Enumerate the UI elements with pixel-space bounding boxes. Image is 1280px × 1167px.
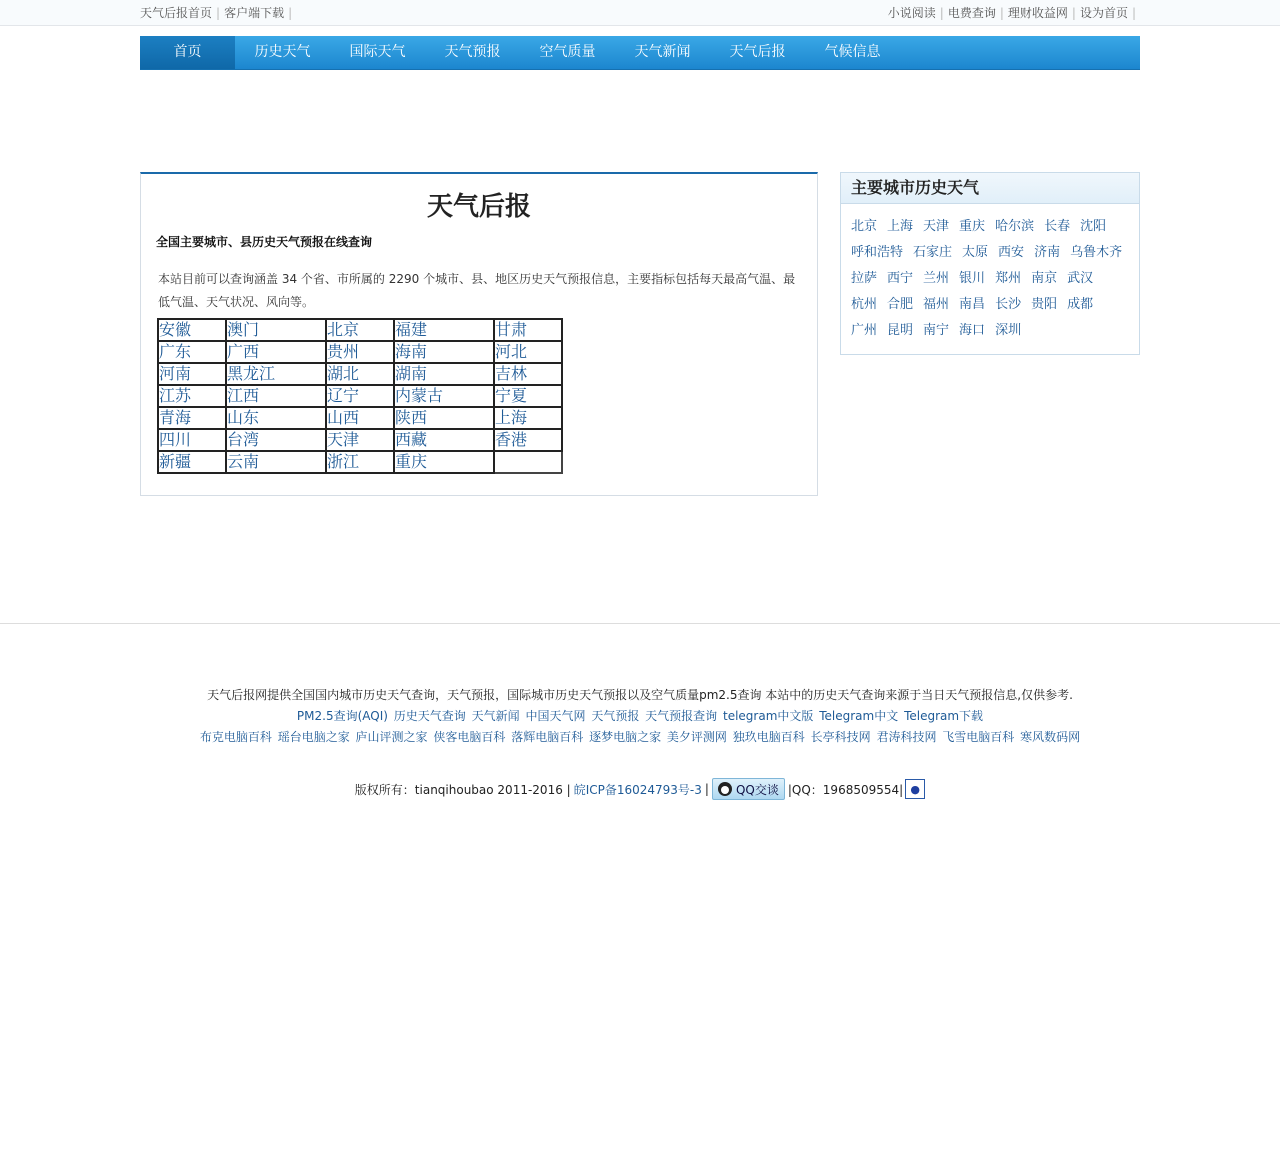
city-link[interactable]: 海口 xyxy=(959,323,986,338)
table-cell xyxy=(326,451,394,473)
top-right-links xyxy=(888,4,1140,21)
table-cell xyxy=(158,385,226,407)
city-link[interactable]: 长沙 xyxy=(995,297,1022,312)
province-link[interactable]: 湖南 xyxy=(395,364,428,383)
city-link[interactable]: 郑州 xyxy=(995,271,1022,286)
table-row xyxy=(158,341,562,363)
province-link[interactable]: 澳门 xyxy=(227,320,260,339)
province-link[interactable]: 重庆 xyxy=(395,452,428,471)
city-link[interactable]: 合肥 xyxy=(887,297,914,312)
top-link[interactable]: 电费查询 xyxy=(947,6,996,20)
city-link[interactable]: 南宁 xyxy=(923,323,950,338)
separator: | xyxy=(1131,5,1136,20)
table-cell xyxy=(158,429,226,451)
table-cell xyxy=(394,451,494,473)
nav-item[interactable]: 天气新闻 xyxy=(634,44,691,60)
province-link[interactable]: 上海 xyxy=(495,408,528,427)
separator: | xyxy=(999,5,1004,20)
province-link[interactable]: 海南 xyxy=(395,342,428,361)
city-link[interactable]: 广州 xyxy=(851,323,878,338)
footer-link[interactable]: Telegram下载 xyxy=(904,709,984,723)
top-link[interactable]: 设为首页 xyxy=(1079,6,1128,20)
main-nav xyxy=(140,36,1140,70)
province-link[interactable]: 西藏 xyxy=(395,430,428,449)
table-cell xyxy=(326,363,394,385)
table-cell xyxy=(326,319,394,341)
qq-penguin-icon xyxy=(718,782,732,796)
city-link[interactable]: 呼和浩特 xyxy=(851,245,904,260)
city-list xyxy=(841,204,1139,344)
table-cell xyxy=(494,341,562,363)
table-cell xyxy=(394,385,494,407)
table-cell xyxy=(226,363,326,385)
province-link[interactable]: 辽宁 xyxy=(327,386,360,405)
main-area xyxy=(140,172,1140,496)
table-cell xyxy=(226,451,326,473)
separator: | xyxy=(216,5,221,20)
top-link[interactable]: 天气后报首页 xyxy=(140,6,213,20)
city-link[interactable]: 石家庄 xyxy=(913,245,953,260)
city-link[interactable]: 福州 xyxy=(923,297,950,312)
city-link[interactable]: 西宁 xyxy=(887,271,914,286)
friend-link[interactable]: 君涛科技网 xyxy=(876,730,937,744)
friend-link[interactable]: 瑶台电脑之家 xyxy=(277,730,350,744)
province-link[interactable]: 江苏 xyxy=(159,386,192,405)
friend-link[interactable]: 独玖电脑百科 xyxy=(732,730,805,744)
province-link[interactable]: 河北 xyxy=(495,342,528,361)
table-row xyxy=(158,363,562,385)
table-row xyxy=(158,429,562,451)
qq-number: |QQ：1968509554| xyxy=(787,782,904,797)
friend-link[interactable]: 侠客电脑百科 xyxy=(433,730,506,744)
table-cell xyxy=(494,363,562,385)
footer-link[interactable]: PM2.5查询(AQI) xyxy=(296,709,388,723)
city-link[interactable]: 昆明 xyxy=(887,323,914,338)
city-link[interactable]: 杭州 xyxy=(851,297,878,312)
city-link[interactable]: 深圳 xyxy=(995,323,1022,338)
province-link[interactable]: 广东 xyxy=(159,342,192,361)
city-link[interactable]: 上海 xyxy=(887,219,914,234)
province-link[interactable]: 江西 xyxy=(227,386,260,405)
footer-link[interactable]: 天气预报查询 xyxy=(645,709,718,723)
friend-link[interactable]: 寒风数码网 xyxy=(1020,730,1081,744)
separator: | xyxy=(288,5,293,20)
province-table xyxy=(157,318,563,474)
province-link[interactable]: 香港 xyxy=(495,430,528,449)
city-link[interactable]: 武汉 xyxy=(1067,271,1094,286)
footer-link[interactable]: 天气新闻 xyxy=(471,709,520,723)
friend-link[interactable]: 庐山评测之家 xyxy=(355,730,428,744)
footer-links-friends xyxy=(0,727,1280,748)
friend-link[interactable]: 飞雪电脑百科 xyxy=(942,730,1015,744)
nav-item[interactable]: 气候信息 xyxy=(824,44,881,60)
top-link[interactable]: 理财收益网 xyxy=(1007,6,1068,20)
city-link[interactable]: 南京 xyxy=(1031,271,1058,286)
table-cell xyxy=(394,429,494,451)
table-cell xyxy=(158,407,226,429)
page-subtitle: 全国主要城市、县历史天气预报在线查询 xyxy=(156,235,373,249)
separator: | xyxy=(1071,5,1076,20)
city-link[interactable]: 太原 xyxy=(962,245,989,260)
table-cell xyxy=(394,363,494,385)
province-link[interactable]: 新疆 xyxy=(159,452,192,471)
footer-link[interactable]: Telegram中文 xyxy=(819,709,899,723)
footer-links-primary xyxy=(0,706,1280,727)
table-row xyxy=(158,407,562,429)
top-left-links xyxy=(140,4,296,21)
copyright-text: 版权所有：tianqihoubao 2011-2016 | xyxy=(354,782,571,797)
city-link[interactable]: 天津 xyxy=(923,219,950,234)
separator: | xyxy=(939,5,944,20)
table-cell xyxy=(394,319,494,341)
footer-intro: 天气后报网提供全国国内城市历史天气查询，天气预报，国际城市历史天气预报以及空气质量pm2.5查询 本站中的历史天气查询来源于当日天气预报信息,仅供参考. xyxy=(207,688,1073,702)
province-link[interactable]: 福建 xyxy=(395,320,428,339)
table-row xyxy=(158,385,562,407)
top-link[interactable]: 客户端下载 xyxy=(224,6,285,20)
province-link[interactable]: 山东 xyxy=(227,408,260,427)
table-cell xyxy=(158,363,226,385)
table-cell xyxy=(226,429,326,451)
province-link[interactable]: 吉林 xyxy=(495,364,528,383)
copyright-line: 版权所有：tianqihoubao 2011-2016 | 皖ICP备16024793号-3 | QQ交谈 |QQ：1968509554| ● xyxy=(0,778,1280,800)
province-link[interactable]: 山西 xyxy=(327,408,360,427)
province-link[interactable]: 青海 xyxy=(159,408,192,427)
footer-link[interactable]: 历史天气查询 xyxy=(393,709,466,723)
baidu-paw-icon[interactable]: ● xyxy=(905,779,925,799)
friend-link[interactable]: 落辉电脑百科 xyxy=(511,730,584,744)
nav-item[interactable]: 天气预报 xyxy=(444,44,501,60)
table-cell xyxy=(326,341,394,363)
province-link[interactable]: 内蒙古 xyxy=(395,386,444,405)
table-row xyxy=(158,319,562,341)
province-link[interactable]: 北京 xyxy=(327,320,360,339)
top-bar xyxy=(0,0,1280,26)
city-link[interactable]: 兰州 xyxy=(923,271,950,286)
table-cell xyxy=(158,341,226,363)
table-cell xyxy=(226,407,326,429)
city-link[interactable]: 银川 xyxy=(959,271,986,286)
table-cell xyxy=(494,429,562,451)
table-cell xyxy=(494,451,562,473)
qq-chat-label: QQ交谈 xyxy=(735,782,779,797)
province-link[interactable]: 云南 xyxy=(227,452,260,471)
friend-link[interactable]: 布克电脑百科 xyxy=(199,730,272,744)
table-cell xyxy=(326,385,394,407)
table-cell xyxy=(158,319,226,341)
nav-item[interactable]: 国际天气 xyxy=(349,44,406,60)
province-link[interactable]: 天津 xyxy=(327,430,360,449)
table-cell xyxy=(494,319,562,341)
city-link[interactable]: 沈阳 xyxy=(1080,219,1107,234)
table-cell xyxy=(226,341,326,363)
footer xyxy=(0,623,1280,800)
nav-item[interactable]: 天气后报 xyxy=(729,44,786,60)
page-title: 天气后报 xyxy=(426,192,531,222)
province-link[interactable]: 陕西 xyxy=(395,408,428,427)
table-cell xyxy=(158,451,226,473)
table-cell xyxy=(494,385,562,407)
province-link[interactable]: 贵州 xyxy=(327,342,360,361)
nav-item[interactable]: 历史天气 xyxy=(254,44,311,60)
city-link[interactable]: 长春 xyxy=(1044,219,1071,234)
city-link[interactable]: 西安 xyxy=(998,245,1025,260)
footer-link[interactable]: 中国天气网 xyxy=(525,709,586,723)
top-link[interactable]: 小说阅读 xyxy=(887,6,936,20)
table-cell xyxy=(226,319,326,341)
sidebar xyxy=(840,172,1140,355)
nav-item[interactable]: 空气质量 xyxy=(539,44,596,60)
friend-link[interactable]: 逐梦电脑之家 xyxy=(589,730,662,744)
table-cell xyxy=(394,341,494,363)
province-link[interactable]: 台湾 xyxy=(227,430,260,449)
footer-link[interactable]: 天气预报 xyxy=(591,709,640,723)
province-link[interactable]: 安徽 xyxy=(159,320,192,339)
city-link[interactable]: 南昌 xyxy=(959,297,986,312)
table-cell xyxy=(494,407,562,429)
table-cell xyxy=(326,429,394,451)
province-link[interactable]: 宁夏 xyxy=(495,386,528,405)
city-link[interactable]: 北京 xyxy=(851,219,878,234)
table-cell xyxy=(226,385,326,407)
city-link[interactable]: 成都 xyxy=(1067,297,1094,312)
table-cell xyxy=(326,407,394,429)
province-link[interactable]: 黑龙江 xyxy=(227,364,276,383)
province-link[interactable]: 广西 xyxy=(227,342,260,361)
qq-chat-button[interactable] xyxy=(712,778,785,800)
table-row xyxy=(158,451,562,473)
icp-link[interactable]: 皖ICP备16024793号-3 xyxy=(573,782,702,797)
city-link[interactable]: 济南 xyxy=(1034,245,1061,260)
city-link[interactable]: 重庆 xyxy=(959,219,986,234)
province-link[interactable]: 河南 xyxy=(159,364,192,383)
sidebar-title: 主要城市历史天气 xyxy=(841,173,1139,204)
nav-item[interactable]: 首页 xyxy=(140,36,235,69)
city-link[interactable]: 哈尔滨 xyxy=(995,219,1035,234)
footer-link[interactable]: telegram中文版 xyxy=(723,709,814,723)
friend-link[interactable]: 美夕评测网 xyxy=(666,730,727,744)
table-cell xyxy=(394,407,494,429)
city-link[interactable]: 贵阳 xyxy=(1031,297,1058,312)
province-link[interactable]: 浙江 xyxy=(327,452,360,471)
page-description: 本站目前可以查询涵盖 34 个省、市所属的 2290 个城市、县、地区历史天气预报信息，主要指标包括每天最高气温、最低气温、天气状况、风向等。 xyxy=(158,272,796,309)
province-link[interactable]: 甘肃 xyxy=(495,320,528,339)
city-link[interactable]: 乌鲁木齐 xyxy=(1070,245,1123,260)
content-panel xyxy=(140,172,818,496)
province-link[interactable]: 四川 xyxy=(159,430,192,449)
city-link[interactable]: 拉萨 xyxy=(851,271,878,286)
friend-link[interactable]: 长亭科技网 xyxy=(810,730,871,744)
province-link[interactable]: 湖北 xyxy=(327,364,360,383)
